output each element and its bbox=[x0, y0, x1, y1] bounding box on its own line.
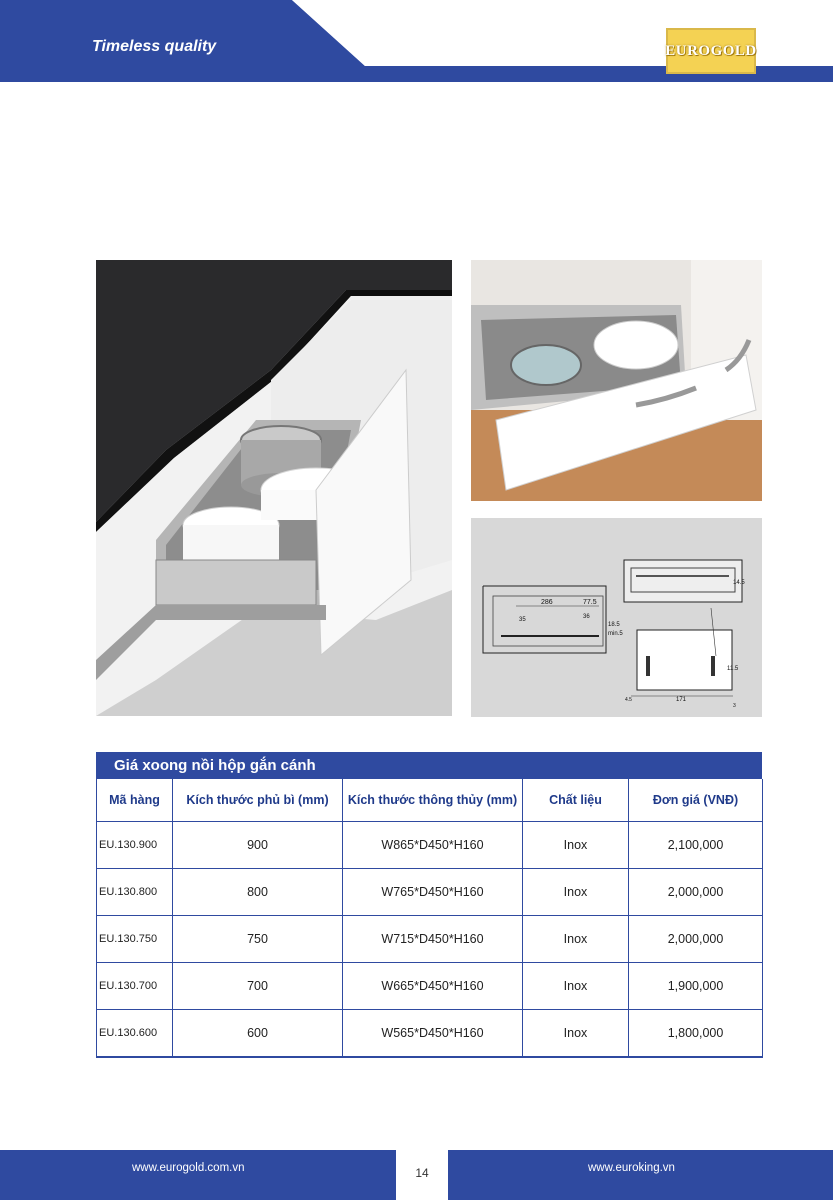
cell-material: Inox bbox=[523, 1010, 629, 1058]
drawer-photo bbox=[471, 260, 762, 501]
table-header-row bbox=[97, 779, 763, 822]
cell-inner: W715*D450*H160 bbox=[343, 916, 523, 963]
tagline: Timeless quality bbox=[92, 38, 217, 55]
footer-link-eurogold[interactable]: www.eurogold.com.vn bbox=[132, 1162, 245, 1174]
dim-label: 14.5 bbox=[733, 580, 745, 586]
cell-size: 600 bbox=[173, 1010, 343, 1058]
dim-label: 3 bbox=[733, 703, 736, 709]
price-table-section bbox=[96, 752, 762, 1058]
dim-label: 35 bbox=[519, 617, 526, 623]
table-row bbox=[97, 869, 763, 916]
cell-code: EU.130.900 bbox=[97, 822, 173, 869]
cell-code: EU.130.800 bbox=[97, 869, 173, 916]
dim-label: 171 bbox=[676, 697, 687, 703]
col-header-price: Đơn giá (VNĐ) bbox=[629, 779, 763, 822]
dim-label: 286 bbox=[541, 599, 553, 606]
col-header-size: Kích thước phủ bì (mm) bbox=[173, 779, 343, 822]
cell-inner: W865*D450*H160 bbox=[343, 822, 523, 869]
cell-price: 1,900,000 bbox=[629, 963, 763, 1010]
table-row bbox=[97, 963, 763, 1010]
dim-label: 77.5 bbox=[583, 599, 597, 606]
cell-code: EU.130.600 bbox=[97, 1010, 173, 1058]
cell-material: Inox bbox=[523, 869, 629, 916]
technical-diagram bbox=[471, 518, 762, 717]
cell-inner: W565*D450*H160 bbox=[343, 1010, 523, 1058]
col-header-inner: Kích thước thông thủy (mm) bbox=[343, 779, 523, 822]
dim-label: min.5 bbox=[608, 631, 623, 637]
cell-price: 2,100,000 bbox=[629, 822, 763, 869]
price-table bbox=[96, 779, 763, 1058]
cell-code: EU.130.750 bbox=[97, 916, 173, 963]
cell-code: EU.130.700 bbox=[97, 963, 173, 1010]
table-title: Giá xoong nồi hộp gắn cánh bbox=[96, 752, 762, 779]
dim-label: 18.5 bbox=[608, 622, 620, 628]
cell-size: 750 bbox=[173, 916, 343, 963]
cell-price: 2,000,000 bbox=[629, 869, 763, 916]
col-header-material: Chất liệu bbox=[523, 779, 629, 822]
table-row bbox=[97, 916, 763, 963]
page-number: 14 bbox=[415, 1166, 429, 1180]
cell-price: 1,800,000 bbox=[629, 1010, 763, 1058]
col-header-code: Mã hàng bbox=[97, 779, 173, 822]
cell-size: 900 bbox=[173, 822, 343, 869]
dim-label: 4.5 bbox=[625, 697, 632, 703]
main-product-photo bbox=[96, 260, 452, 716]
cell-inner: W765*D450*H160 bbox=[343, 869, 523, 916]
cell-price: 2,000,000 bbox=[629, 916, 763, 963]
cell-material: Inox bbox=[523, 963, 629, 1010]
cell-material: Inox bbox=[523, 822, 629, 869]
table-row bbox=[97, 822, 763, 869]
footer-right-bar bbox=[448, 1150, 833, 1200]
eurogold-logo[interactable] bbox=[666, 28, 756, 74]
cell-size: 800 bbox=[173, 869, 343, 916]
footer-left-bar bbox=[0, 1150, 396, 1200]
footer-link-euroking[interactable]: www.euroking.vn bbox=[588, 1162, 675, 1174]
cell-material: Inox bbox=[523, 916, 629, 963]
cell-size: 700 bbox=[173, 963, 343, 1010]
dim-label: 11.5 bbox=[727, 666, 739, 672]
dim-label: 36 bbox=[583, 614, 590, 620]
logo-text: EUROGOLD bbox=[665, 42, 757, 59]
table-row bbox=[97, 1010, 763, 1058]
cell-inner: W665*D450*H160 bbox=[343, 963, 523, 1010]
